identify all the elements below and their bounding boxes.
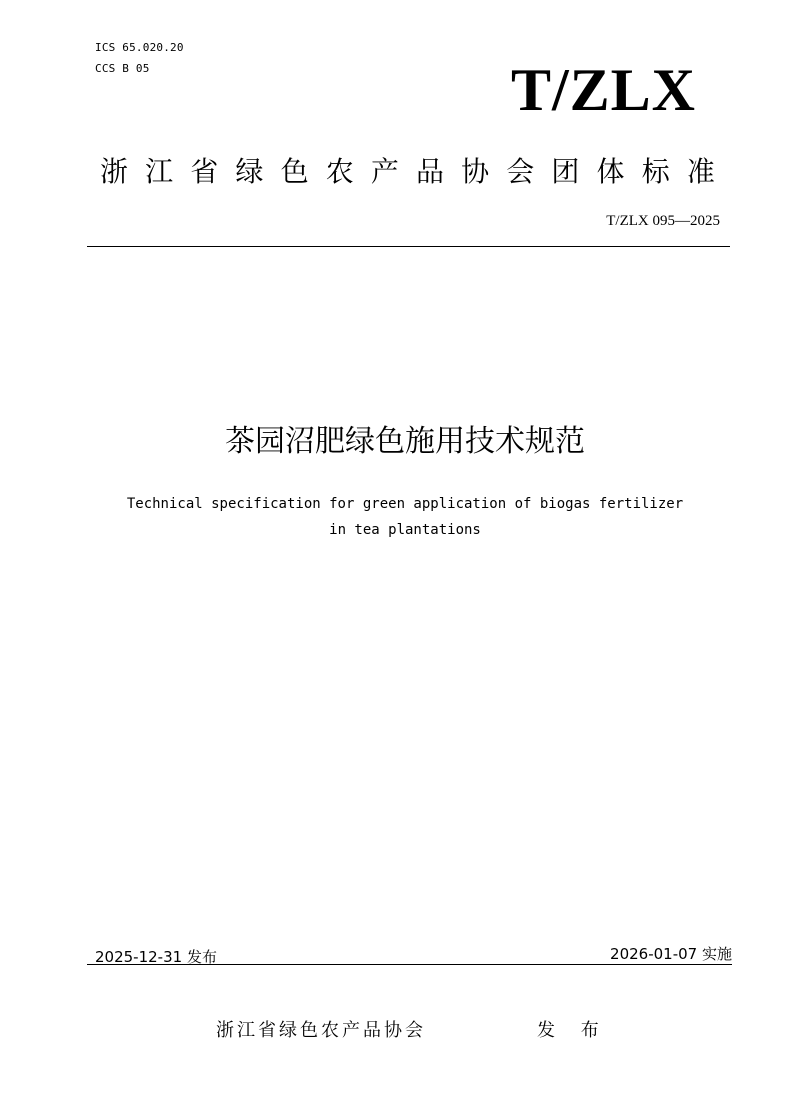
organization-title-char: 色 [280,155,309,188]
organization-title-char: 会 [506,155,535,188]
publisher-name: 浙江省绿色农产品协会 [216,1020,426,1041]
ics-code: ICS 65.020.20 [95,41,184,54]
bottom-divider [87,964,732,965]
english-title-line-1: Technical specification for green application of biogas fertilizer [126,496,684,512]
top-divider [87,246,730,247]
organization-title-char: 标 [641,155,670,188]
ccs-code: CCS B 05 [95,62,150,75]
standard-logo: T/ZLX [510,57,696,123]
organization-title [100,154,715,190]
publish-date: 2025-12-31 发布 [95,948,217,966]
organization-title-char: 省 [190,155,219,188]
organization-title-char: 品 [415,155,444,188]
english-title [60,491,750,543]
effective-date: 2026-01-07 实施 [610,945,732,963]
organization-title-char: 体 [596,155,625,188]
organization-title-char: 准 [686,155,715,188]
english-title-line-2: in tea plantations [329,522,481,538]
organization-title-char: 绿 [235,155,264,188]
organization-title-char: 江 [145,155,174,188]
organization-title-char: 农 [325,155,354,188]
organization-title-char: 浙 [100,155,129,188]
publish-label: 发 布 [537,1020,609,1041]
chinese-title: 茶园沼肥绿色施用技术规范 [225,424,585,459]
organization-title-char: 协 [461,155,490,188]
organization-title-char: 团 [551,155,580,188]
standard-number: T/ZLX 095—2025 [606,213,720,229]
organization-title-char: 产 [370,155,399,188]
